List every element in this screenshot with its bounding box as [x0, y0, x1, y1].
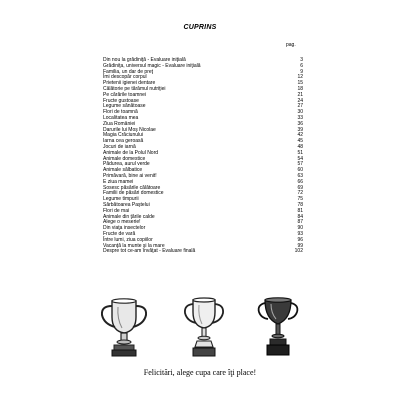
toc-entry-page: 69: [297, 184, 303, 191]
toc-entry-title: Fructe de vară: [103, 230, 136, 237]
trophy-cup-icon: [182, 297, 226, 359]
toc-entry-title: Flori de toamnă: [103, 109, 138, 116]
toc-entry-title: Vacanţă la munte şi la mare: [103, 242, 165, 249]
toc-entry-title: Iarna cea geroasă: [103, 138, 144, 145]
toc-entry-page: 60: [297, 167, 303, 174]
toc-entry-title: Flori de mai: [103, 207, 130, 214]
toc-entry-page: 84: [297, 213, 303, 220]
toc-entry-title: Familia, un dar de preţ: [103, 68, 154, 75]
toc-entry-page: 93: [297, 230, 303, 237]
toc-entry-title: Darurile lui Moş Nicolae: [103, 126, 156, 133]
page-title: CUPRINS: [183, 24, 217, 31]
trophy-cup-icon: [256, 297, 300, 359]
toc-entry-page: 6: [300, 62, 303, 69]
toc-entry-title: Sărbătoarea Paştelui: [103, 201, 150, 208]
toc-entry-title: Localitatea mea: [103, 114, 139, 121]
toc-entry-title: Între lumi, ziua copiilor: [103, 236, 153, 243]
toc-entry-page: 57: [297, 161, 303, 168]
toc-entry-page: 78: [297, 201, 303, 208]
page-column-label: pag.: [286, 42, 296, 48]
toc-entry-title: Animale de la Polul Nord: [103, 149, 159, 156]
toc-entry-title: Din nou la grădiniţă - Evaluare iniţială: [103, 57, 186, 63]
toc-entry-page: 72: [297, 190, 303, 197]
toc-entry-page: 81: [297, 207, 303, 214]
toc-entry-page: 39: [297, 126, 303, 133]
toc-entry-page: 9: [300, 68, 303, 75]
toc-entry-page: 36: [297, 120, 303, 127]
toc-entry-page: 3: [300, 57, 303, 63]
toc-entry-title: Îmi descopăr corpul: [103, 74, 147, 81]
trophy-row: [0, 297, 400, 359]
toc-entry-page: 12: [297, 74, 303, 81]
toc-entry-title: Primăvară, bine ai venit!: [103, 172, 157, 179]
toc-entry-title: Pădurea, aurul verde: [103, 161, 150, 168]
toc-entry-title: Familii de păsări domestice: [103, 190, 164, 197]
toc-entry-page: 54: [297, 155, 303, 162]
toc-entry-page: 90: [297, 225, 303, 232]
toc-entry-title: Magia Crăciunului: [103, 132, 144, 139]
toc-entry-title: Pe cărările toamnei: [103, 91, 147, 98]
congratulations-caption: Felicitări, alege cupa care îţi place!: [143, 368, 257, 377]
toc-entry-page: 30: [297, 109, 303, 116]
toc-entry-title: Animale din ţările calde: [103, 213, 155, 220]
toc-entry-title: Legume timpurii: [103, 196, 139, 203]
toc-entry-title: Jocuri de iarnă: [103, 143, 136, 150]
toc-entry-page: 42: [297, 132, 303, 139]
toc-entry-page: 27: [297, 103, 303, 110]
toc-entry-title: Animale domestice: [103, 155, 146, 162]
toc-entry-page: 99: [297, 242, 303, 249]
toc-entry-page: 21: [297, 91, 303, 98]
toc-entry-title: Despre tot ce-am învăţat - Evaluare finală: [103, 248, 196, 255]
toc-entry-title: Alege o meserie!: [103, 219, 141, 226]
toc-entry-page: 66: [297, 178, 303, 185]
toc-entry: [103, 249, 303, 255]
toc-entry-page: 63: [297, 172, 303, 179]
toc-entry-title: Din viaţa insectelor: [103, 225, 146, 232]
toc-entry-title: Grădiniţa, universul magic - Evaluare iniţială: [103, 62, 201, 69]
toc-entry-page: 18: [297, 85, 303, 92]
toc-entry-page: 33: [297, 114, 303, 121]
toc-entry-title: Legume sănătoase: [103, 103, 146, 110]
toc-entry-page: 75: [297, 196, 303, 203]
toc-entry-title: Prietenii igienei dentare: [103, 80, 156, 87]
toc-entry-title: Sosesc păsările călătoare: [103, 184, 161, 191]
toc-entry-page: 51: [297, 149, 303, 156]
toc-entry-title: Animale sălbatice: [103, 167, 143, 174]
toc-entry-title: Fructe gustoase: [103, 97, 139, 104]
table-of-contents: [103, 58, 303, 255]
toc-entry-page: 24: [297, 97, 303, 104]
toc-entry-page: 45: [297, 138, 303, 145]
trophy-cup-icon: [98, 297, 150, 359]
toc-entry-title: Ziua României: [103, 120, 136, 127]
toc-entry-page: 102: [294, 248, 303, 255]
toc-entry-page: 87: [297, 219, 303, 226]
toc-entry-page: 15: [297, 80, 303, 87]
toc-entry-title: Călătorie pe tărâmul nutriţiei: [103, 85, 166, 92]
toc-entry-page: 48: [297, 143, 303, 150]
toc-entry-title: E ziua mamei: [103, 178, 134, 185]
toc-entry-page: 96: [297, 236, 303, 243]
